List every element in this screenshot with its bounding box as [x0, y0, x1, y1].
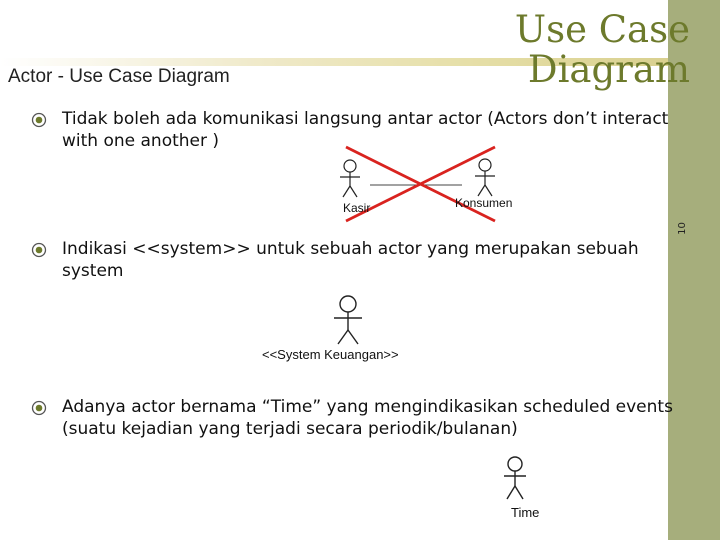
actor-label-time: Time	[511, 505, 540, 520]
page-number-text: 10	[676, 222, 688, 235]
page-number	[668, 215, 720, 245]
bullet-2-line2: system	[62, 261, 124, 281]
bullet-1-line1: Tidak boleh ada komunikasi langsung antar actor (Actors don’t interact	[62, 109, 669, 129]
bullet-3-line1: Adanya actor bernama “Time” yang mengindikasikan scheduled events	[62, 397, 673, 417]
slide-title-line1: Use Case	[514, 8, 690, 51]
actor-label-kasir: Kasir	[343, 201, 371, 215]
bullet-3-line2: (suatu kejadian yang terjadi secara periodik/bulanan)	[62, 419, 518, 439]
actor-label-konsumen: Konsumen	[455, 196, 513, 210]
actor-time-figure	[504, 457, 526, 499]
actor-kasir-figure	[340, 160, 360, 197]
bullet-2-line1: Indikasi <<system>> untuk sebuah actor yang merupakan sebuah	[62, 239, 639, 259]
slide-subtitle: Actor - Use Case Diagram	[8, 66, 230, 87]
bullet-1-line2: with one another )	[62, 131, 220, 151]
actor-label-system: <<System Keuangan>>	[262, 347, 399, 362]
slide-title-line2: Diagram	[527, 48, 690, 91]
actor-konsumen-figure	[475, 159, 495, 196]
actor-system-figure	[334, 296, 362, 344]
